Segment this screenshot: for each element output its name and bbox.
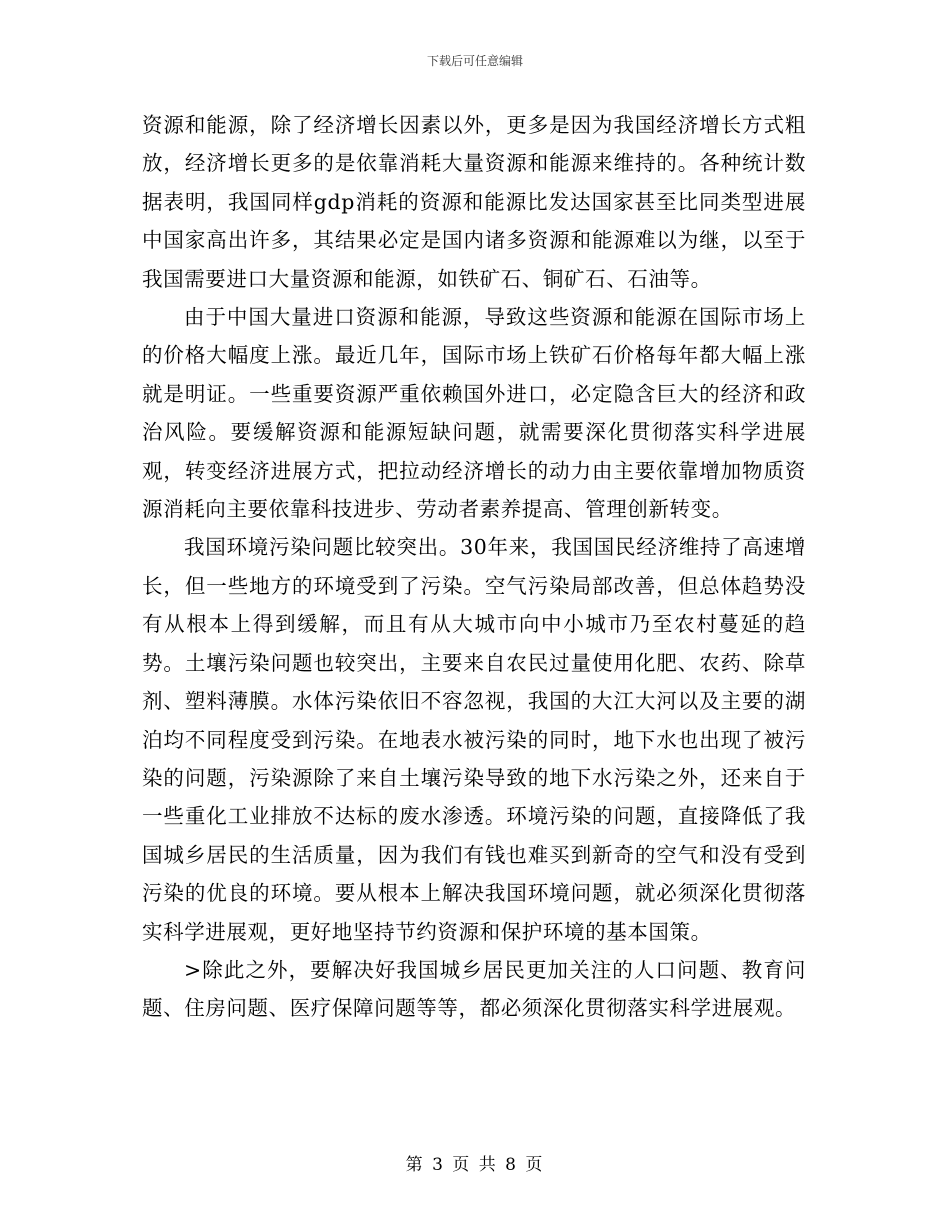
page-header: 下载后可任意编辑 [426, 54, 523, 68]
paragraph-1: 资源和能源，除了经济增长因素以外，更多是因为我国经济增长方式粗放，经济增长更多的是依靠消耗大量资源和能源来维持的。各种统计数据表明，我国同样gdp消耗的资源和能源比发达国家甚至比同类型进展中国家高出许多，其结果必定是国内诸多资源和能源难以为继，以至于我国需要进口大量资源和能源，如铁矿石、铜矿石、石油等。 [142, 113, 806, 291]
paragraph-3: 我国环境污染问题比较突出。30年来，我国国民经济维持了高速增长，但一些地方的环境受到了污染。空气污染局部改善，但总体趋势没有从根本上得到缓解，而且有从大城市向中小城市乃至农村蔓延的趋势。土壤污染问题也较突出，主要来自农民过量使用化肥、农药、除草剂、塑料薄膜。水体污染依旧不容忽视，我国的大江大河以及主要的湖泊均不同程度受到污染。在地表水被污染的同时，地下水也出现了被污染的问题，污染源除了来自土壤污染导致的地下水污染之外，还来自于一些重化工业排放不达标的废水渗透。环境污染的问题，直接降低了我国城乡居民的生活质量，因为我们有钱也难买到新奇的空气和没有受到污染的优良的环境。要从根本上解决我国环境问题，就必须深化贯彻落实科学进展观，更好地坚持节约资源和保护环境的基本国策。 [142, 535, 806, 944]
document-body [142, 106, 806, 1028]
paragraph-2: 由于中国大量进口资源和能源，导致这些资源和能源在国际市场上的价格大幅度上涨。最近几年，国际市场上铁矿石价格每年都大幅上涨就是明证。一些重要资源严重依赖国外进口，必定隐含巨大的经济和政治风险。要缓解资源和能源短缺问题，就需要深化贯彻落实科学进展观，转变经济进展方式，把拉动经济增长的动力由主要依靠增加物质资源消耗向主要依靠科技进步、劳动者素养提高、管理创新转变。 [142, 305, 806, 522]
paragraph-4: >除此之外，要解决好我国城乡居民更加关注的人口问题、教育问题、住房问题、医疗保障问题等等，都必须深化贯彻落实科学进展观。 [142, 957, 806, 1021]
page-footer: 第 3 页 共 8 页 [405, 1155, 545, 1175]
